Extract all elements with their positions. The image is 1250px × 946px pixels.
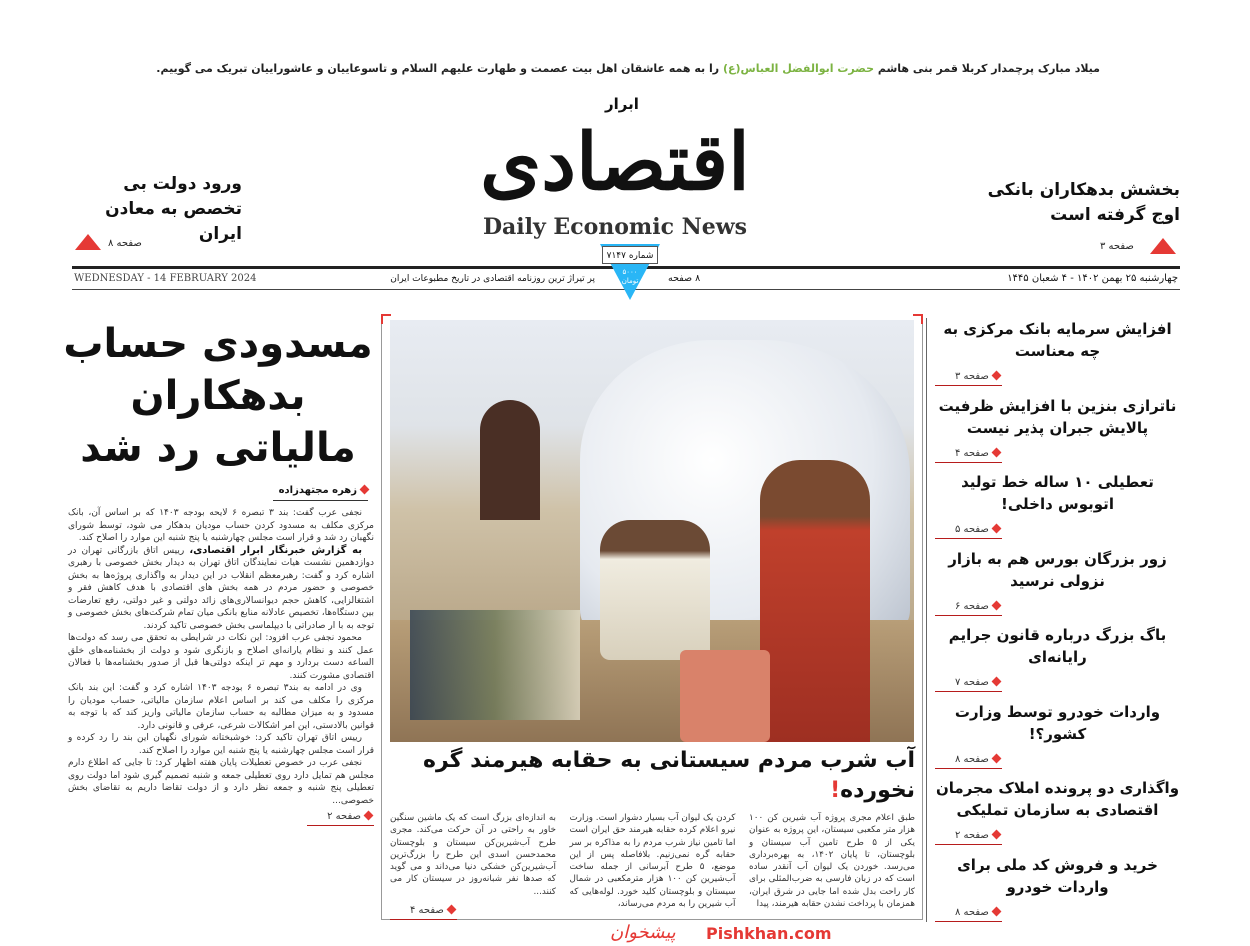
paragraph: رییس اتاق بازرگانی تهران در دوازدهمین نشست هیات نمایندگان اتاق تهران به دیدار بخش خصوصی با رهبری اشاره کرد و گفت: رهبرمعظم انقلاب در این دیدار به واگذاری پروژه‌ها به بخش خصوصی و حضور مردم در همه بخش های اقتصادی با هدف کاهش فقر و اشتغالزایی، کاهش حجم دیوانسالاری‌های زائد دولتی و غیر دولتی، رفع تعارضات بین دستگاه‌ها، تخصیص عادلانه منابع بانکی میان تمام شرکت‌های بخش خصوصی و توجه به با ار صادراتی با دیپلماسی بخش خصوصی تاکید کردند. <box>68 545 374 631</box>
right-item[interactable]: ناترازی بنزین با افزایش ظرفیت پالایش جبران پذیر نیست صفحه ۴ <box>935 395 1180 463</box>
diamond-icon <box>360 485 370 495</box>
center-story-page-link[interactable]: صفحه ۴ <box>390 904 457 920</box>
paragraph: نجفی عرب در خصوص تعطیلات پایان هفته اظهار کرد: تا جایی که اطلاع دارم مجلس هم تمایل دارد روی تعطیلی جمعه و شنبه تصمیم گیری شود اما دولت روی تعطیلی پنج شنبه و جمعه نظر دارد و از دولت تقاضا داریم به تقاضای بخش خصوصی... <box>68 758 374 806</box>
watermark-url: Pishkhan.com <box>706 924 832 943</box>
date-persian: چهارشنبه ۲۵ بهمن ۱۴۰۲ - ۴ شعبان ۱۴۴۵ <box>1007 273 1178 284</box>
right-item-headline[interactable]: باگ بزرگ درباره قانون جرایم رایانه‌ای <box>948 626 1167 667</box>
banner-highlight: حضرت ابوالفضل العباس(ع) <box>722 62 875 75</box>
right-column <box>935 318 1180 922</box>
paragraph: محمود نجفی عرب افزود: این نکات در شرایطی به تحقق می رسد که دولت‌ها عمل کنند و نظام یارانه‌ای اصلاح و بازنگری شود و دولت از بخشنامه‌های خلق الساعه دست بردارد و مهم تر اینکه دولتی‌ها قبل از صدور بخشنامه‌ها با فعالان اقتصادی مشورت کنند. <box>68 633 374 681</box>
left-story <box>62 318 374 922</box>
top-left-headline[interactable]: ورود دولت بی تخصص به معادن ایران <box>105 174 242 244</box>
right-item[interactable]: واگذاری دو پرونده املاک مجرمان اقتصادی به سازمان تملیکی صفحه ۲ <box>935 777 1180 845</box>
right-item-headline[interactable]: خرید و فروش کد ملی برای واردات خودرو <box>957 855 1158 896</box>
center-story <box>390 746 915 920</box>
paragraph: رییس اتاق تهران تاکید کرد: خوشبختانه شورای نگهبان این بند را رد کرده و قرار است مجلس چهارشنبه یا پنج شنبه این موارد را اصلاح کند. <box>68 733 374 756</box>
masthead-logo <box>455 95 775 243</box>
logo-abrar: ابرار <box>605 95 639 113</box>
announcement-banner <box>100 62 1100 76</box>
banner-text: میلاد مبارک پرچمدار کربلا قمر بنی هاشم <box>874 62 1100 75</box>
center-story-column: کردن یک لیوان آب بسیار دشوار است. وزارت نیرو اعلام کرده حقابه هیرمند حق ایران است اما تامین نیاز شرب مردم را به مذاکره بر سر حقابه گره نمی‌زنیم. بلافاصله پس از این موضع، ۵ طرح آبرسانی از جمله ساخت آب‌شیرین کن ۱۰۰ هزار مترمکعبی در شمال سیستان و بلوچستان کلید خورد. لوله‌هایی که آب شیرین را به مردم می‌رساند، <box>569 813 736 910</box>
right-item-headline[interactable]: افزایش سرمایه بانک مرکزی به چه معناست <box>943 320 1172 360</box>
right-item[interactable]: افزایش سرمایه بانک مرکزی به چه معناست صفحه ۳ <box>935 318 1180 386</box>
top-left-page[interactable]: صفحه ۸ <box>108 238 142 249</box>
price: ۵۰۰۰ تومان <box>621 268 639 285</box>
logo-title-en: Daily Economic News <box>482 214 748 240</box>
left-story-page-link[interactable]: صفحه ۲ <box>307 810 374 826</box>
logo-title-fa: اقتصادی <box>480 117 750 208</box>
right-item-headline[interactable]: واگذاری دو پرونده املاک مجرمان اقتصادی به سازمان تملیکی <box>935 779 1180 820</box>
lead-photo <box>390 320 914 742</box>
right-item-headline[interactable]: واردات خودرو توسط وزارت کشور؟! <box>954 702 1161 743</box>
issue-badge <box>600 244 660 304</box>
paragraph: نجفی عرب گفت: بند ۳ تبصره ۶ لایحه بودجه ۱۴۰۳ که بر اساس آن، بانک مرکزی مکلف به مسدود کردن حساب مودیان بدهکار می شود، توسط شورای نگهبان رد شد و قرار است مجلس چهارشنبه یا پنج شنبه این موارد را اصلاح کند. <box>68 508 374 543</box>
lead-bold: به گزارش خبرنگار ابرار اقتصادی، <box>189 544 362 556</box>
center-story-column-last <box>390 812 556 920</box>
center-story-headline[interactable] <box>390 746 915 806</box>
right-item[interactable]: واردات خودرو توسط وزارت کشور؟! صفحه ۸ <box>935 701 1180 769</box>
author-byline <box>273 484 368 501</box>
triangle-icon <box>75 234 101 250</box>
right-item[interactable]: خرید و فروش کد ملی برای واردات خودرو صفحه ۸ <box>935 854 1180 922</box>
center-story-column: به اندازه‌ای بزرگ است که یک ماشین سنگین خاور به راحتی در آن حرکت می‌کند. مجری طرح آب‌شیرین‌کن سیستان و بلوچستان محمدحسن اسدی این طرح را بزرگ‌ترین آب‌شیرین‌کن خشکی دنیا می‌داند و می گوید که صدها نفر شبانه‌روز در سیستان کار می کنند... <box>390 813 556 897</box>
center-story-column: طبق اعلام مجری پروژه آب شیرین کن ۱۰۰ هزار متر مکعبی سیستان، این پروژه به عنوان یکی از ۵ طرح تامین آب سیستان و بلوچستان، تا پایان ۱۴۰۲، به بهره‌برداری می‌رسد. خوردن یک لیوان آب آنقدر ساده است که در زبان فارسی به ضرب‌المثلی برای کار راحت بدل شده اما جایی در شرق ایران، همزمان با پرداخت نشدن حقابه هیرمند، پیدا <box>749 813 916 910</box>
exclaim: ! <box>830 778 841 803</box>
paragraph: وی در ادامه به بند۳ تبصره ۶ بودجه ۱۴۰۳ اشاره کرد و گفت: این بند بانک مرکزی را مکلف می کند بر اساس اعلام سازمان مالیاتی، حساب مودیان را مسدود و به میزان مطالبه به حساب سازمان مالیاتی واریز کند که با توجه به قوانین بالادستی، این امر اشکالات شرعی، عرفی و قانونی دارد. <box>68 683 374 731</box>
top-right-page[interactable]: صفحه ۳ <box>1100 241 1134 252</box>
triangle-icon <box>1150 238 1176 254</box>
issue-number: شماره ۷۱۴۷ <box>602 246 658 264</box>
column-divider <box>926 318 927 922</box>
right-item-headline[interactable]: تعطیلی ۱۰ ساله خط تولید اتوبوس داخلی! <box>961 473 1154 514</box>
right-item-headline[interactable]: زور بزرگان بورس هم به بازار نزولی نرسید <box>948 549 1167 590</box>
left-story-body <box>62 507 374 826</box>
watermark-logo: پیشخوان <box>610 922 676 943</box>
page-count: ۸ صفحه <box>668 273 701 284</box>
headline-text: آب شرب مردم سیستانی به حقابه هیرمند گره نخورده <box>422 748 915 803</box>
right-item[interactable]: زور بزرگان بورس هم به بازار نزولی نرسید صفحه ۶ <box>935 548 1180 616</box>
banner-text-end: را به همه عاشقان اهل بیت عصمت و طهارت علیهم السلام و تاسوعاییان و عاشوراییان تبریک می گوییم. <box>156 62 723 75</box>
date-english: WEDNESDAY - 14 FEBRUARY 2024 <box>74 273 257 284</box>
left-story-headline[interactable]: مسدودی حساب بدهکاران مالیاتی رد شد <box>63 321 373 471</box>
right-item-headline[interactable]: ناترازی بنزین با افزایش ظرفیت پالایش جبران پذیر نیست <box>938 396 1177 437</box>
right-item[interactable]: باگ بزرگ درباره قانون جرایم رایانه‌ای صفحه ۷ <box>935 624 1180 692</box>
tagline: پر تیراژ ترین روزنامه اقتصادی در تاریخ مطبوعات ایران <box>390 274 595 284</box>
right-item[interactable]: تعطیلی ۱۰ ساله خط تولید اتوبوس داخلی! صفحه ۵ <box>935 471 1180 539</box>
author-name: زهره مجتهدزاده <box>278 485 357 496</box>
top-right-headline[interactable]: بخشش بدهکاران بانکی اوج گرفته است <box>987 180 1180 225</box>
